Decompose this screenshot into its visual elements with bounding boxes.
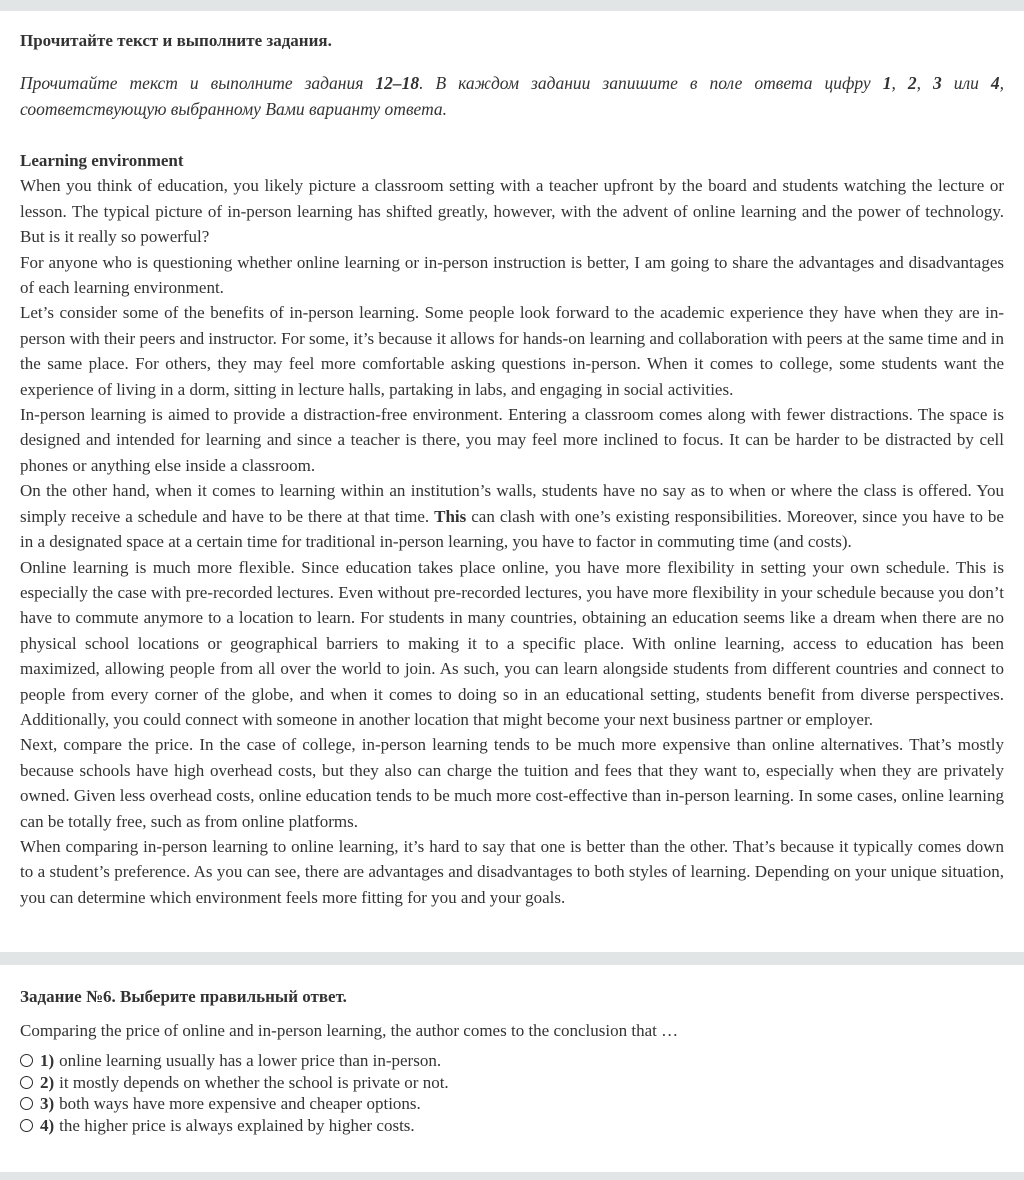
bottom-divider: [0, 1172, 1024, 1180]
top-divider: [0, 0, 1024, 11]
instructions-digit: 3: [933, 73, 942, 93]
answer-option-1[interactable]: [20, 1050, 1004, 1072]
option-number: 3): [40, 1094, 55, 1114]
paragraph: Next, compare the price. In the case of college, in-person learning tends to be much more expensive than online alternatives. That’s mostly because schools have high overhead costs, but they also can charge the tuition and fees that they want to, especially when they are privately owned. Given less overhead costs, online education tends to be much more cost-effective than in-person learning. In some cases, online learning can be totally free, such as from online platforms.: [20, 735, 1004, 831]
section-divider: [0, 952, 1024, 965]
paragraph-part: On the other hand, when it comes to learning within an institution’s walls, students have no say as to when or where the class is offered. You simply receive a schedule and have to be there at that time.: [20, 481, 1004, 526]
instructions-part: ,: [916, 73, 933, 93]
reading-text: [20, 148, 1004, 910]
option-number: 4): [40, 1115, 55, 1135]
instructions-digit: 4: [990, 73, 1000, 93]
reading-section: [0, 31, 1024, 910]
instructions-part: или: [941, 73, 991, 93]
instructions-range: 12–18: [375, 73, 420, 93]
instructions: [20, 70, 1004, 122]
answer-option-3[interactable]: [20, 1093, 1004, 1115]
instructions-digit: 1: [882, 73, 892, 93]
paragraph: When you think of education, you likely picture a classroom setting with a teacher upfront by the board and students watching the lecture or lesson. The typical picture of in-person learning has shifted greatly, however, with the advent of online learning and the power of technology. But is it really so powerful?: [20, 176, 1004, 247]
option-label: it mostly depends on whether the school is private or not.: [59, 1072, 449, 1092]
question-text: Comparing the price of online and in-person learning, the author comes to the conclusion that …: [20, 1021, 679, 1041]
option-label: online learning usually has a lower price than in-person.: [59, 1051, 442, 1071]
paragraph: For anyone who is questioning whether online learning or in-person instruction is better, I am going to share the advantages and disadvantages of each learning environment.: [20, 252, 1004, 298]
paragraph: [20, 478, 1004, 554]
paragraph-part: can clash with one’s existing responsibilities. Moreover, since you have to be in a designated space at a certain time for traditional in-person learning, you have to factor in commuting time (and costs).: [20, 506, 1004, 552]
paragraph: Let’s consider some of the benefits of in-person learning. Some people look forward to the academic experience they have when they are in-person with their peers and instructor. For some, it’s because it allows for hands-on learning and collaboration with peers at the same time and in the same place. For others, they may feel more comfortable asking questions in-person. When it comes to college, some students want the experience of living in a dorm, sitting in lecture halls, partaking in labs, and engaging in social activities.: [20, 303, 1004, 399]
radio-button[interactable]: [20, 1097, 33, 1110]
paragraph: When comparing in-person learning to online learning, it’s hard to say that one is better than the other. That’s because it typically comes down to a student’s preference. As you can see, there are advantages and disadvantages to both styles of learning. Depending on your unique situation, you can determine which environment feels more fitting for you and your goals.: [20, 836, 1004, 907]
text-title: Learning environment: [20, 151, 184, 170]
radio-button[interactable]: [20, 1119, 33, 1132]
option-number: 2): [40, 1072, 55, 1092]
answer-option-4[interactable]: [20, 1115, 1004, 1137]
radio-button[interactable]: [20, 1076, 33, 1089]
option-label: the higher price is always explained by higher costs.: [59, 1115, 415, 1135]
option-number: 1): [40, 1051, 55, 1071]
paragraph: Online learning is much more flexible. Since education takes place online, you have more flexibility in setting your own schedule. This is especially the case with pre-recorded lectures. Even without pre-recorded lectures, you have more flexibility in your schedule because you don’t have to commute anymore to a location to learn. For students in many countries, obtaining an education seems like a dream when there are no physical school locations or geographical barriers to making it to a specific place. With online learning, access to education has been maximized, allowing people from all over the world to join. As such, you can learn alongside students from different countries and connect to people from every corner of the globe, and when it comes to doing so in an educational setting, students benefit from diverse perspectives. Additionally, you could connect with someone in another location that might become your next business partner or employer.: [20, 557, 1004, 729]
radio-button[interactable]: [20, 1054, 33, 1067]
page-title: Прочитайте текст и выполните задания.: [20, 31, 332, 50]
paragraph-bold-word: This: [434, 506, 467, 526]
option-label: both ways have more expensive and cheaper options.: [59, 1094, 421, 1114]
instructions-part: Прочитайте текст и выполните задания: [20, 73, 376, 93]
answer-option-2[interactable]: [20, 1072, 1004, 1094]
instructions-part: , соответствующую выбранному Вами варианту ответа.: [20, 73, 1005, 119]
instructions-part: . В каждом задании запишите в поле ответа цифру: [419, 73, 883, 93]
paragraph: In-person learning is aimed to provide a distraction-free environment. Entering a classroom comes along with fewer distractions. The space is designed and intended for learning and since a teacher is there, you may feel more inclined to focus. It can be harder to be distracted by cell phones or anything else inside a classroom.: [20, 405, 1004, 475]
answer-options: [20, 1050, 1004, 1136]
task-section: [0, 987, 1024, 1136]
task-heading: Задание №6. Выберите правильный ответ.: [20, 987, 347, 1007]
instructions-part: ,: [891, 73, 908, 93]
instructions-digit: 2: [907, 73, 917, 93]
